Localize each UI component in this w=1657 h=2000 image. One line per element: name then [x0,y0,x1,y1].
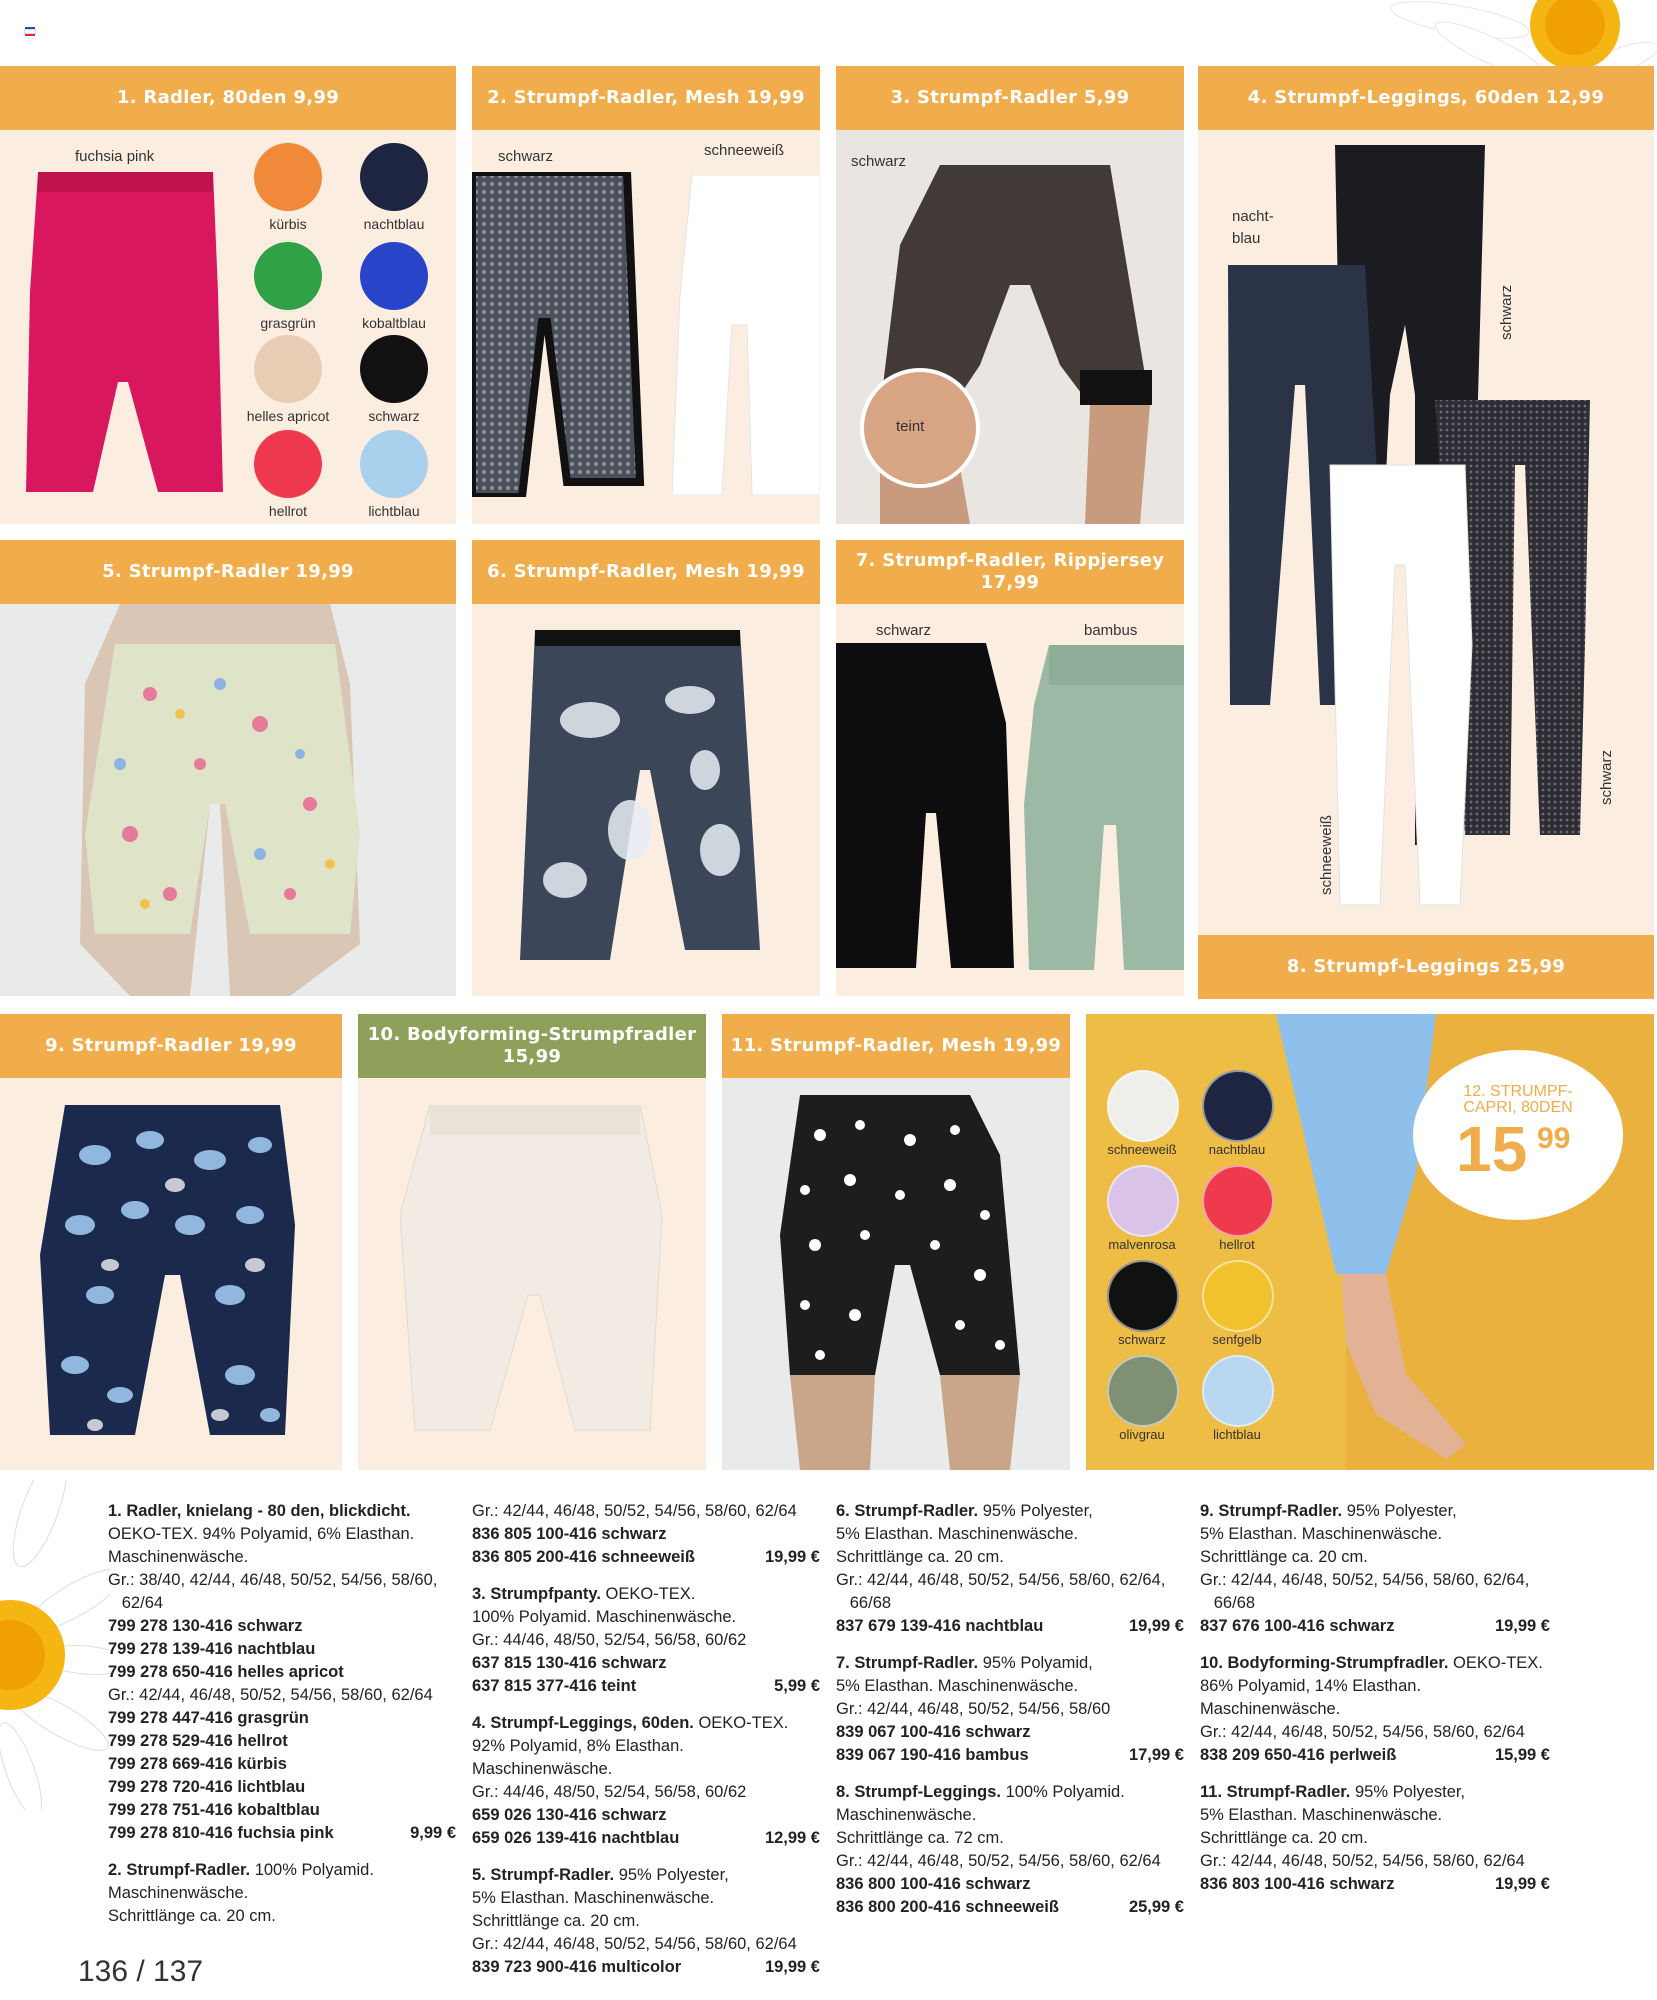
color-label: nacht- blau [1232,208,1274,247]
order-price: 19,99 € [1494,1875,1550,1893]
color-label: schneeweiß [704,142,785,159]
description-text: Gr.: 44/46, 48/50, 52/54, 56/58, 60/62 [472,1783,747,1801]
description-line [472,1933,820,1956]
mesh-shorts-white-photo [672,175,820,495]
daisy-decoration-bottom [0,1480,110,1810]
description-text: Gr.: 42/44, 46/48, 50/52, 54/56, 58/60, 62/64 [472,1935,797,1953]
description-line [836,1781,1184,1804]
product-title: 6. Strumpf-Radler. [836,1502,979,1520]
order-row [108,1615,456,1638]
description-line [1200,1523,1550,1546]
description-line [1200,1652,1550,1675]
description-line [1200,1781,1550,1804]
order-row [836,1744,1184,1767]
description-line [472,1500,820,1523]
order-price: 19,99 € [1128,1617,1184,1635]
butterfly-shorts-photo [40,1105,300,1440]
product-title: 4. Strumpf-Leggings, 60den. [472,1714,694,1732]
order-row [108,1707,456,1730]
order-row [472,1827,820,1850]
swatch-label: schwarz [1118,1332,1166,1347]
description-text: 5% Elasthan. Maschinenwäsche. [836,1677,1079,1695]
order-number: 799 278 720-416 lichtblau [108,1778,306,1796]
product-header-11: 11. Strumpf-Radler, Mesh 19,99 [722,1014,1070,1078]
product-header-4: 4. Strumpf-Leggings, 60den 12,99 [1198,66,1654,130]
badge-price-main: 15 [1456,1113,1528,1185]
order-row [108,1776,456,1799]
order-number: 799 278 751-416 kobaltblau [108,1801,320,1819]
ribbed-shorts-black-photo [836,643,1016,968]
swatch-label: lichtblau [1213,1427,1261,1442]
description-text: Gr.: 42/44, 46/48, 50/52, 54/56, 58/60, 62/64, [1200,1571,1530,1589]
description-line [1200,1546,1550,1569]
tiedye-shorts-photo [520,630,770,960]
description-text: 95% Polyester, [1350,1783,1466,1801]
order-number: 839 723 900-416 multicolor [472,1958,682,1976]
description-line [108,1500,456,1523]
description-text: Maschinenwäsche. [108,1548,249,1566]
description-text: 95% Polyester, [614,1866,729,1884]
catalog-column-1 [108,1500,456,1928]
description-text: 100% Polyamid. [250,1861,374,1879]
description-text: 66/68 [836,1594,892,1612]
description-text: 100% Polyamid. [1001,1783,1125,1801]
order-number: 836 800 100-416 schwarz [836,1875,1031,1893]
description-text: Gr.: 42/44, 46/48, 50/52, 54/56, 58/60, 62/64 [836,1852,1161,1870]
product-header-9: 9. Strumpf-Radler 19,99 [0,1014,342,1078]
order-row [472,1523,820,1546]
color-swatch [254,430,322,498]
color-label: teint [896,418,925,435]
color-label: schwarz [876,622,932,639]
color-label: fuchsia pink [75,148,155,165]
description-text: 100% Polyamid. Maschinenwäsche. [472,1608,737,1626]
description-line [108,1905,456,1928]
description-line [472,1864,820,1887]
order-row [472,1546,820,1569]
order-row [836,1721,1184,1744]
description-text: Schrittlänge ca. 20 cm. [1200,1829,1368,1847]
badge-price-cents: 99 [1537,1122,1571,1155]
product-header-3: 3. Strumpf-Radler 5,99 [836,66,1184,130]
color-label: schwarz [1498,284,1515,340]
product-header-5: 5. Strumpf-Radler 19,99 [0,540,456,604]
description-text: 5% Elasthan. Maschinenwäsche. [472,1889,715,1907]
product-header-7: 7. Strumpf-Radler, Rippjersey 17,99 [836,540,1184,604]
order-price: 12,99 € [764,1829,820,1847]
order-number: 837 676 100-416 schwarz [1200,1617,1395,1635]
swatch-label: schwarz [368,408,420,424]
description-line [836,1546,1184,1569]
catalog-column-2 [472,1500,820,1979]
product-title: 9. Strumpf-Radler. [1200,1502,1343,1520]
order-row [108,1799,456,1822]
description-line [1200,1569,1550,1592]
description-line [1200,1804,1550,1827]
product-title: 7. Strumpf-Radler. [836,1654,979,1672]
floral-shorts-photo [60,604,390,996]
swatch-label: senfgelb [1212,1332,1262,1347]
description-text: Schrittlänge ca. 20 cm. [1200,1548,1368,1566]
description-line [1200,1500,1550,1523]
description-text: Schrittlänge ca. 20 cm. [472,1912,640,1930]
order-price: 19,99 € [764,1958,820,1976]
color-label: schwarz [851,153,907,170]
swatch-label: nachtblau [1208,1142,1266,1157]
order-price: 9,99 € [410,1824,456,1842]
product-title: 11. Strumpf-Radler. [1200,1783,1351,1801]
order-price: 25,99 € [1128,1898,1184,1916]
description-line [108,1569,456,1592]
badge-title: 12. STRUMPF-CAPRI, 80DEN [1463,1083,1573,1116]
order-number: 799 278 650-416 helles apricot [108,1663,344,1681]
color-swatch [1107,1355,1179,1427]
description-line [472,1887,820,1910]
description-text: OEKO-TEX. [600,1585,696,1603]
description-text: 5% Elasthan. Maschinenwäsche. [1200,1525,1443,1543]
product-header-1: 1. Radler, 80den 9,99 [0,66,456,130]
description-line [836,1804,1184,1827]
order-number: 836 803 100-416 schwarz [1200,1875,1395,1893]
color-label: schwarz [1598,749,1615,805]
color-swatch [1107,1165,1179,1237]
order-row [1200,1873,1550,1896]
description-text: 95% Polyester, [978,1502,1093,1520]
description-text: Maschinenwäsche. [836,1806,977,1824]
color-swatch [360,242,428,310]
swatch-label: nachtblau [363,216,425,232]
description-line [836,1698,1184,1721]
description-text: Maschinenwäsche. [1200,1700,1341,1718]
page-number: 136 / 137 [78,1955,204,1988]
order-row [1200,1615,1550,1638]
color-swatch [254,242,322,310]
order-number: 799 278 130-416 schwarz [108,1617,303,1635]
description-text: OEKO-TEX. [693,1714,789,1732]
description-line [108,1546,456,1569]
description-line [836,1652,1184,1675]
description-line [836,1675,1184,1698]
catalog-column-4 [1200,1500,1550,1896]
description-text: 5% Elasthan. Maschinenwäsche. [1200,1806,1443,1824]
order-price: 5,99 € [774,1677,820,1695]
description-line [472,1583,820,1606]
order-price: 19,99 € [1494,1617,1550,1635]
order-number: 659 026 130-416 schwarz [472,1806,667,1824]
order-number: 838 209 650-416 perlweiß [1200,1746,1397,1764]
description-line [108,1882,456,1905]
product-title: 5. Strumpf-Radler. [472,1866,615,1884]
color-label: bambus [1084,622,1138,639]
description-text: Maschinenwäsche. [472,1760,613,1778]
color-label: schwarz [498,148,554,165]
color-swatch [254,143,322,211]
swatch-label: schneeweiß [1107,1142,1177,1157]
description-line [108,1859,456,1882]
description-text: 66/68 [1200,1594,1256,1612]
description-line [836,1592,1184,1615]
description-line [472,1606,820,1629]
swatch-label: grasgrün [260,315,316,331]
description-line [472,1629,820,1652]
order-row [1200,1744,1550,1767]
order-number: 839 067 100-416 schwarz [836,1723,1031,1741]
swatch-label: helles apricot [246,408,330,424]
product-title: 1. Radler, knielang - 80 den, blickdicht. [108,1502,411,1520]
description-line [472,1712,820,1735]
order-number: 799 278 529-416 hellrot [108,1732,288,1750]
description-line [472,1735,820,1758]
product-header-10: 10. Bodyforming-Strumpfradler 15,99 [358,1014,706,1078]
description-text: 95% Polyamid, [978,1654,1093,1672]
color-swatch [360,143,428,211]
description-text: Schrittlänge ca. 20 cm. [836,1548,1004,1566]
order-row [108,1730,456,1753]
product-header-2: 2. Strumpf-Radler, Mesh 19,99 [472,66,820,130]
description-text: Gr.: 42/44, 46/48, 50/52, 54/56, 58/60 [836,1700,1111,1718]
bodyforming-shorts-photo [400,1105,665,1440]
description-line [108,1523,456,1546]
description-line [1200,1698,1550,1721]
color-swatch [1202,1165,1274,1237]
order-row [108,1753,456,1776]
description-text: 92% Polyamid, 8% Elasthan. [472,1737,684,1755]
order-number: 637 815 130-416 schwarz [472,1654,667,1672]
description-line [108,1684,456,1707]
product-header-6: 6. Strumpf-Radler, Mesh 19,99 [472,540,820,604]
description-line [836,1827,1184,1850]
order-row [108,1661,456,1684]
order-number: 836 805 200-416 schneeweiß [472,1548,695,1566]
description-line [1200,1592,1550,1615]
order-row [472,1652,820,1675]
color-swatch [1202,1355,1274,1427]
order-row [472,1675,820,1698]
order-row [472,1804,820,1827]
order-row [108,1638,456,1661]
description-text: Maschinenwäsche. [108,1884,249,1902]
description-text: Gr.: 42/44, 46/48, 50/52, 54/56, 58/60, 62/64, [836,1571,1166,1589]
description-line [836,1569,1184,1592]
order-number: 836 805 100-416 schwarz [472,1525,667,1543]
daisy-mesh-shorts-photo [760,1095,1040,1470]
description-text: Gr.: 38/40, 42/44, 46/48, 50/52, 54/56, 58/60, [108,1571,438,1589]
swatch-label: lichtblau [368,503,420,519]
swatch-label: malvenrosa [1108,1237,1176,1252]
swatch-label: hellrot [268,503,308,519]
description-line [472,1910,820,1933]
description-text: OEKO-TEX. [1448,1654,1543,1672]
description-text: Gr.: 42/44, 46/48, 50/52, 54/56, 58/60, 62/64 [472,1502,797,1520]
daisy-decoration-top [1360,0,1657,75]
order-number: 836 800 200-416 schneeweiß [836,1898,1059,1916]
swatch-label: kürbis [269,216,307,232]
description-text: Schrittlänge ca. 72 cm. [836,1829,1004,1847]
order-number: 799 278 810-416 fuchsia pink [108,1824,334,1842]
description-text: Gr.: 42/44, 46/48, 50/52, 54/56, 58/60, 62/64 [1200,1852,1525,1870]
order-price: 19,99 € [764,1548,820,1566]
catalog-column-3 [836,1500,1184,1919]
product-header-8: 8. Strumpf-Leggings 25,99 [1198,935,1654,999]
order-number: 659 026 139-416 nachtblau [472,1829,680,1847]
color-swatch [1107,1070,1179,1142]
swatch-label: kobaltblau [362,315,426,331]
product-title: 3. Strumpfpanty. [472,1585,601,1603]
description-line [472,1758,820,1781]
leggings-photo [1210,145,1610,915]
color-swatch [360,430,428,498]
order-row [836,1615,1184,1638]
flag-icon [25,27,35,36]
product-title: 2. Strumpf-Radler. [108,1861,251,1879]
color-swatch [1202,1260,1274,1332]
description-text: 5% Elasthan. Maschinenwäsche. [836,1525,1079,1543]
color-swatch [254,335,322,403]
ribbed-shorts-green-photo [1024,645,1184,970]
order-row [108,1822,456,1845]
description-text: 86% Polyamid, 14% Elasthan. [1200,1677,1422,1695]
mesh-shorts-black-photo [472,172,647,497]
description-line [1200,1675,1550,1698]
description-text: 62/64 [108,1594,164,1612]
description-line [836,1850,1184,1873]
order-number: 799 278 669-416 kürbis [108,1755,287,1773]
description-text: Gr.: 42/44, 46/48, 50/52, 54/56, 58/60, 62/64 [108,1686,433,1704]
description-text: 95% Polyester, [1342,1502,1457,1520]
order-number: 799 278 139-416 nachtblau [108,1640,316,1658]
product-title: 8. Strumpf-Leggings. [836,1783,1001,1801]
description-line [472,1781,820,1804]
description-line [108,1592,456,1615]
order-row [836,1873,1184,1896]
description-text: Gr.: 44/46, 48/50, 52/54, 56/58, 60/62 [472,1631,747,1649]
color-swatch [1107,1260,1179,1332]
order-number: 799 278 447-416 grasgrün [108,1709,309,1727]
swatch-label: olivgrau [1119,1427,1165,1442]
fuchsia-shorts-photo [18,172,230,507]
description-line [1200,1850,1550,1873]
description-text: Schrittlänge ca. 20 cm. [108,1907,276,1925]
description-line [1200,1827,1550,1850]
order-price: 15,99 € [1494,1746,1550,1764]
order-number: 839 067 190-416 bambus [836,1746,1029,1764]
description-text: Gr.: 42/44, 46/48, 50/52, 54/56, 58/60, 62/64 [1200,1723,1525,1741]
order-row [472,1956,820,1979]
swatch-label: hellrot [1219,1237,1255,1252]
order-price: 17,99 € [1128,1746,1184,1764]
color-swatch [360,335,428,403]
description-line [1200,1721,1550,1744]
description-line [836,1500,1184,1523]
description-line [836,1523,1184,1546]
color-label: schneeweiß [1318,814,1335,895]
description-text: OEKO-TEX. 94% Polyamid, 6% Elasthan. [108,1525,415,1543]
order-number: 637 815 377-416 teint [472,1677,637,1695]
order-row [836,1896,1184,1919]
order-number: 837 679 139-416 nachtblau [836,1617,1044,1635]
product-title: 10. Bodyforming-Strumpfradler. [1200,1654,1449,1672]
color-swatch [1202,1070,1274,1142]
